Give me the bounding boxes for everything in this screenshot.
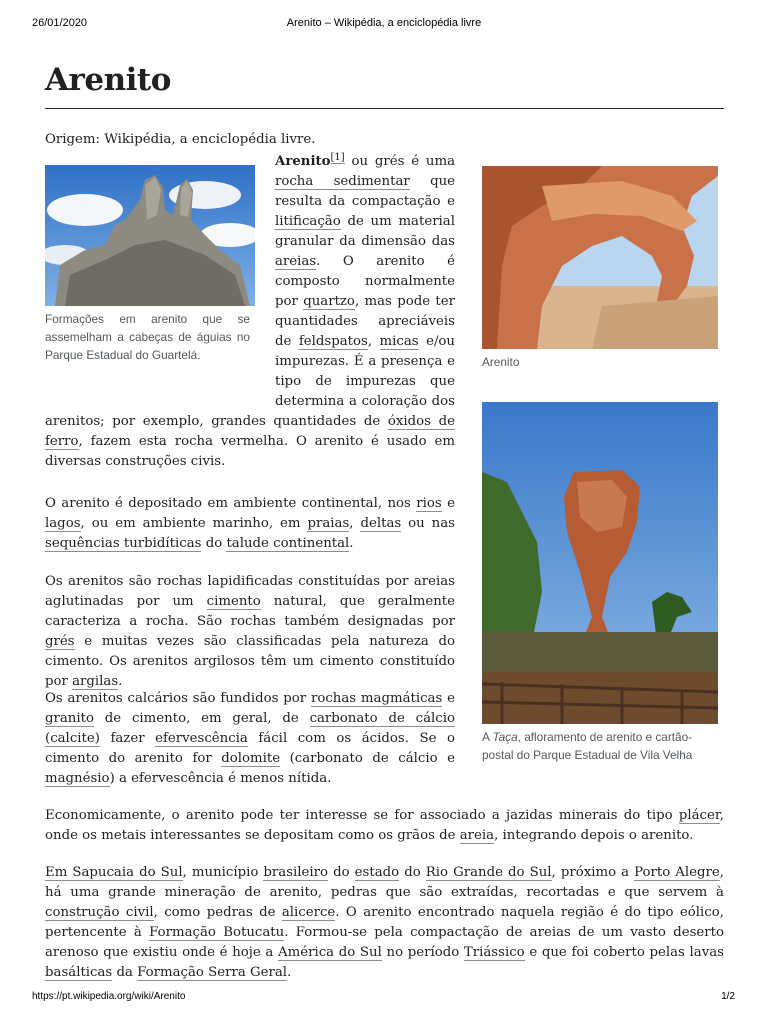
link-rocha-sedimentar[interactable]: rocha sedimentar xyxy=(275,174,410,189)
link-praias[interactable]: praias xyxy=(307,516,350,531)
print-url: https://pt.wikipedia.org/wiki/Arenito xyxy=(32,991,186,1002)
link-brasileiro[interactable]: brasileiro xyxy=(263,865,329,880)
link-sequencias-turbiditicas[interactable]: sequências turbidíticas xyxy=(45,536,202,551)
link-gres[interactable]: grés xyxy=(45,634,75,649)
figure-taca xyxy=(482,402,718,764)
paragraph-cement: Os arenitos são rochas lapidificadas constituídas por areias aglutinadas por um cimento natural, que geralmente caracteriza a rocha. São rochas também designadas por grés e muitas vezes são classificadas pela natureza do cimento. Os arenitos argilosos têm um cimento constituído por argilas. xyxy=(45,574,455,689)
taca-rock-photo xyxy=(482,402,718,724)
intro-term: Arenito xyxy=(275,154,331,169)
figure-eagles xyxy=(45,152,275,404)
link-rios[interactable]: rios xyxy=(416,496,442,511)
link-alicerce[interactable]: alicerce xyxy=(281,905,336,920)
link-micas[interactable]: micas xyxy=(379,334,419,349)
paragraph-economic: Economicamente, o arenito pode ter interesse se for associado a jazidas minerais do tipo plácer, onde os metais interessantes se depositam como os grãos de areia, integrando depois o arenito. xyxy=(45,808,724,843)
taca-caption: A Taça, afloramento de arenito e cartão-postal do Parque Estadual de Vila Velha xyxy=(482,730,693,762)
link-talude-continental[interactable]: talude continental xyxy=(226,536,350,551)
link-porto-alegre[interactable]: Porto Alegre xyxy=(634,865,720,880)
link-quartzo[interactable]: quartzo xyxy=(303,294,355,309)
link-granito[interactable]: granito xyxy=(45,711,94,726)
link-magnesio[interactable]: magnésio xyxy=(45,771,110,786)
link-litificacao[interactable]: litificação xyxy=(275,214,341,229)
link-carbonato-de-calcio[interactable]: carbonato de cálcio xyxy=(309,711,455,726)
link-estado[interactable]: estado xyxy=(354,865,400,880)
print-page-number: 1/2 xyxy=(721,991,735,1002)
link-areias[interactable]: areias xyxy=(275,254,317,269)
origin-note: Origem: Wikipédia, a enciclopédia livre. xyxy=(45,132,316,147)
paragraph-intro: Formações em arenito que se assemelham a cabeças de águias no Parque Estadual do Guartelá. Arenito[1] ou grés é uma rocha sedimentar que resulta da compactação e litificação de um material granular da dimensão das areias. O arenito é composto normalmente por quartzo, mas pode ter quantidades apreciáveis de feldspatos, micas e/ou impurezas. É a presença e tipo de impurezas que determina a coloração dos arenitos; por exemplo, grandes quantidades de óxidos de ferro, fazem esta rocha vermelha. O arenito é usado em diversas construções civis. xyxy=(45,152,455,472)
eagle-rock-photo xyxy=(45,165,255,306)
sandstone-arch-photo xyxy=(482,166,718,349)
link-triassico[interactable]: Triássico xyxy=(463,945,525,960)
link-deltas[interactable]: deltas xyxy=(360,516,402,531)
link-formacao-serra-geral[interactable]: Formação Serra Geral xyxy=(137,965,288,980)
link-basalticas[interactable]: basálticas xyxy=(45,965,113,980)
paragraph-sapucaia: Em Sapucaia do Sul, município brasileiro do estado do Rio Grande do Sul, próximo a Porto Alegre, há uma grande mineração de arenito, pedras que são extraídas, recortadas e que servem à construção civil, como pedras de alicerce. O arenito encontrado naquela região é do tipo eólico, pertencente à Formação Botucatu. Formou-se pela compactação de areias de um vasto deserto arenoso que existiu onde é hoje a América do Sul no período Triássico e que foi coberto pelas lavas basálticas da Formação Serra Geral. xyxy=(45,865,724,980)
link-efervescencia[interactable]: efervescência xyxy=(155,731,248,746)
link-america-do-sul[interactable]: América do Sul xyxy=(278,945,382,960)
link-lagos[interactable]: lagos xyxy=(45,516,81,531)
ref-link-1[interactable]: [1] xyxy=(330,151,345,163)
link-oxidos-de-ferro[interactable]: óxidos de ferro xyxy=(45,414,455,449)
link-feldspatos[interactable]: feldspatos xyxy=(298,334,368,349)
page-title: Arenito xyxy=(45,62,171,98)
print-date: 26/01/2020 xyxy=(32,17,88,29)
link-rio-grande-do-sul[interactable]: Rio Grande do Sul xyxy=(425,865,552,880)
link-cimento[interactable]: cimento xyxy=(206,594,261,609)
eagles-caption: Formações em arenito que se assemelham a cabeças de águias no Parque Estadual do Guartelá. xyxy=(45,312,250,362)
figure-arch xyxy=(482,166,718,371)
paragraph-calcareous: Os arenitos calcários são fundidos por rochas magmáticas e granito de cimento, em geral, de carbonato de cálcio (calcite) fazer efervescência fácil com os ácidos. Se o cimento do arenito for dolomite (carbonato de cálcio e magnésio) a efervescência é menos nítida. xyxy=(45,691,455,786)
link-rochas-magmaticas[interactable]: rochas magmáticas xyxy=(310,691,443,706)
arch-caption: Arenito xyxy=(482,355,520,369)
link-areia[interactable]: areia xyxy=(459,828,495,843)
link-placer[interactable]: plácer xyxy=(678,808,720,823)
link-calcite[interactable]: (calcite) xyxy=(45,731,100,746)
link-dolomite[interactable]: dolomite xyxy=(221,751,281,766)
link-argilas[interactable]: argilas xyxy=(72,674,119,689)
link-em-sapucaia-do-sul[interactable]: Em Sapucaia do Sul xyxy=(45,865,183,880)
print-doc-title: Arenito – Wikipédia, a enciclopédia livre xyxy=(286,17,482,29)
link-construcao-civil[interactable]: construção civil xyxy=(45,905,154,920)
link-formacao-botucatu[interactable]: Formação Botucatu xyxy=(149,925,285,940)
title-divider xyxy=(45,108,724,109)
paragraph-deposition: O arenito é depositado em ambiente continental, nos rios e lagos, ou em ambiente marinho, em praias, deltas ou nas sequências turbidíticas do talude continental. xyxy=(45,496,455,551)
